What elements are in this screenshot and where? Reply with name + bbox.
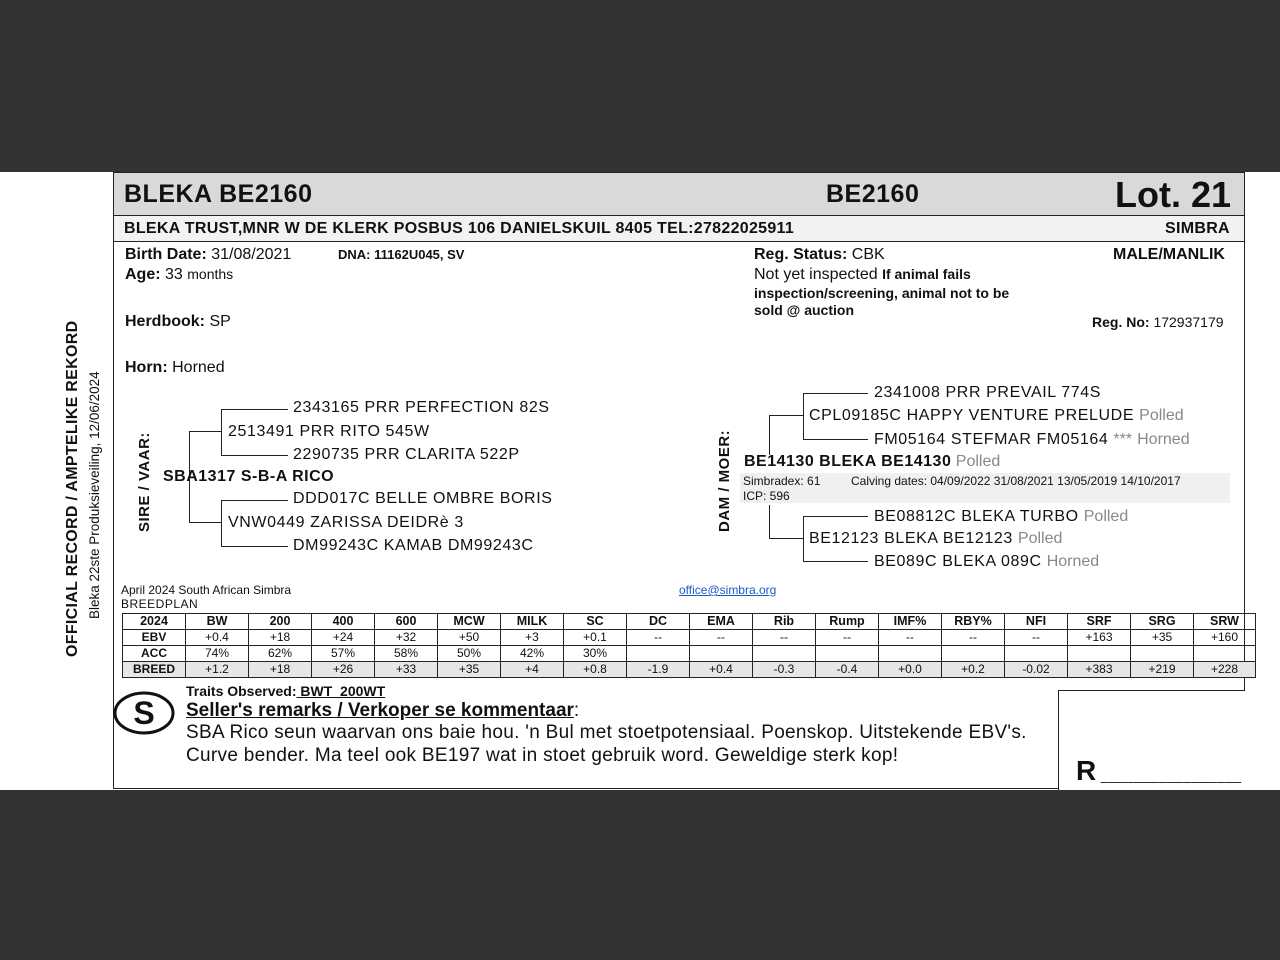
ebv-cell: +35 [1131, 630, 1194, 646]
ebv-cell: -1.9 [627, 662, 690, 678]
ebv-cell: -- [816, 630, 879, 646]
dam-dam-top [803, 516, 868, 517]
reg-status-label: Reg. Status: [754, 246, 848, 263]
dam-label: DAM / MOER: [716, 429, 733, 532]
dam-dam-horn: Polled [1017, 530, 1063, 547]
dam-dam-dam [874, 553, 1099, 571]
dam-dam-dam-name: BE089C BLEKA 089C [874, 553, 1042, 570]
ebv-cell: BW [186, 614, 249, 630]
price-blank: _________________ [1100, 767, 1242, 783]
ebv-cell: -0.02 [1005, 662, 1068, 678]
ebv-cell [627, 646, 690, 662]
ebv-cell: +0.1 [564, 630, 627, 646]
sire-bracket-bottom [189, 522, 221, 523]
sire-dam: VNW0449 ZARISSA DEIDRè 3 [228, 514, 464, 531]
remarks-title-text: Seller's remarks / Verkoper se kommentaar [186, 700, 574, 721]
ebv-cell [1068, 646, 1131, 662]
remarks-title [186, 700, 579, 722]
sire-bracket-top [189, 431, 221, 432]
birth-date-label: Birth Date: [125, 246, 207, 263]
sire-dam-top [221, 500, 288, 501]
ebv-header-row [123, 614, 1256, 630]
traits-observed [186, 683, 385, 699]
traits-label: Traits Observed: [186, 683, 297, 699]
sire-label: SIRE / VAAR: [136, 432, 153, 532]
dam-sire-top [803, 393, 868, 394]
ebv-cell [879, 646, 942, 662]
price-entry[interactable] [1076, 755, 1242, 787]
ebv-cell: +50 [438, 630, 501, 646]
ebv-row-acc [123, 646, 1256, 662]
price-currency: R [1076, 755, 1097, 786]
ebv-cell [1131, 646, 1194, 662]
ebv-cell: +24 [312, 630, 375, 646]
dam-sire-bottom [803, 439, 868, 440]
ebv-cell: +18 [249, 662, 312, 678]
ebv-cell: +35 [438, 662, 501, 678]
horn-status [125, 359, 225, 377]
ebv-cell: ACC [123, 646, 186, 662]
lot-number: Lot. 21 [1115, 174, 1232, 215]
dam-name-horn: Polled [955, 453, 1001, 470]
ebv-cell: SRF [1068, 614, 1131, 630]
herdbook [125, 313, 231, 331]
ebv-cell: MCW [438, 614, 501, 630]
dam-dam-dam-horn: Horned [1046, 553, 1100, 570]
simbra-logo-icon [112, 688, 176, 738]
animal-name: BLEKA BE2160 [124, 180, 313, 208]
age-label: Age: [125, 266, 161, 283]
ebv-cell: NFI [1005, 614, 1068, 630]
ebv-row-ebv [123, 630, 1256, 646]
dam-sire-dam-stars: *** [1113, 431, 1133, 448]
age-value: 33 [165, 266, 183, 283]
ebv-cell: IMF% [879, 614, 942, 630]
dam-bracket-top [769, 415, 803, 416]
ebv-cell: 62% [249, 646, 312, 662]
remarks-line-2: Curve bender. Ma teel ook BE197 wat in stoet gebruik word. Geweldige sterk kop! [186, 745, 899, 766]
breed-label: SIMBRA [1165, 220, 1230, 237]
sire-sire-bottom [221, 455, 288, 456]
ebv-cell: +33 [375, 662, 438, 678]
ebv-cell: 57% [312, 646, 375, 662]
sire-dam-bottom [221, 546, 288, 547]
sire-sire-sire: 2343165 PRR PERFECTION 82S [293, 399, 550, 416]
dam-sire-dam-name: FM05164 STEFMAR FM05164 [874, 431, 1109, 448]
reg-number [1092, 314, 1224, 330]
inspection-note-1: If animal fails [882, 266, 971, 282]
inspection-note-2: inspection/screening, animal not to be [754, 285, 1010, 301]
remarks-colon: : [573, 700, 580, 721]
ebv-cell: +18 [249, 630, 312, 646]
reg-number-value: 172937179 [1153, 314, 1224, 330]
dam-simbradex: Simbradex: 61 [743, 474, 821, 488]
inspection-status-text: Not yet inspected [754, 266, 878, 283]
ebv-cell: +0.8 [564, 662, 627, 678]
dam-sire-sire: 2341008 PRR PREVAIL 774S [874, 384, 1101, 401]
ebv-cell: SC [564, 614, 627, 630]
ebv-cell: +160 [1194, 630, 1256, 646]
animal-id: BE2160 [826, 180, 920, 208]
ebv-cell: 30% [564, 646, 627, 662]
evaluation-label: April 2024 South African Simbra [121, 583, 292, 597]
herdbook-value: SP [209, 313, 231, 330]
ebv-cell: +0.4 [690, 662, 753, 678]
inspection-status [754, 266, 971, 284]
sire-name: SBA1317 S-B-A RICO [163, 468, 335, 485]
ebv-cell: -- [690, 630, 753, 646]
age-unit: months [187, 266, 234, 282]
sire-sire-top [221, 409, 288, 410]
herdbook-label: Herdbook: [125, 313, 205, 330]
horn-label: Horn: [125, 359, 168, 376]
dam-calving-dates: Calving dates: 04/09/2022 31/08/2021 13/05/2019 14/10/2017 [851, 474, 1181, 488]
traits-value: BWT 200WT [296, 683, 386, 699]
birth-date-value: 31/08/2021 [211, 246, 292, 263]
ebv-cell: 400 [312, 614, 375, 630]
dam-sire [809, 407, 1184, 425]
ebv-cell: RBY% [942, 614, 1005, 630]
ebv-cell [690, 646, 753, 662]
reg-status [754, 246, 885, 264]
ebv-cell: +26 [312, 662, 375, 678]
ebv-cell: +32 [375, 630, 438, 646]
dam-name-text: BE14130 BLEKA BE14130 [744, 453, 952, 470]
ebv-cell: Rump [816, 614, 879, 630]
dam-name [744, 453, 1000, 471]
ebv-cell: -0.4 [816, 662, 879, 678]
email-link[interactable]: office@simbra.org [679, 583, 777, 597]
ebv-cell: +0.4 [186, 630, 249, 646]
sire-dam-vertical [221, 500, 222, 547]
ebv-cell: 2024 [123, 614, 186, 630]
dna-info: DNA: 11162U045, SV [338, 247, 465, 262]
ebv-cell [1194, 646, 1256, 662]
ebv-cell: +3 [501, 630, 564, 646]
ebv-cell: -- [942, 630, 1005, 646]
owner-info: BLEKA TRUST,MNR W DE KLERK POSBUS 106 DANIELSKUIL 8405 TEL:27822025911 [124, 220, 795, 237]
sale-name-label: Bleka 22ste Produksieveiling, 12/06/2024 [87, 371, 102, 619]
dam-bracket-bottom-vertical [769, 505, 770, 539]
ebv-cell [816, 646, 879, 662]
sire-dam-sire: DDD017C BELLE OMBRE BORIS [293, 490, 553, 507]
dam-bracket-bottom [769, 538, 803, 539]
dam-dam-sire-horn: Polled [1083, 508, 1129, 525]
ebv-cell: 58% [375, 646, 438, 662]
ebv-cell [753, 646, 816, 662]
dam-icp: ICP: 596 [743, 489, 790, 503]
reg-number-label: Reg. No: [1092, 314, 1150, 330]
inspection-note-3: sold @ auction [754, 302, 854, 318]
dam-sire-name: CPL09185C HAPPY VENTURE PRELUDE [809, 407, 1135, 424]
ebv-cell [1005, 646, 1068, 662]
ebv-row-breed [123, 662, 1256, 678]
ebv-cell: +219 [1131, 662, 1194, 678]
ebv-cell: 42% [501, 646, 564, 662]
ebv-cell: Rib [753, 614, 816, 630]
ebv-cell: 74% [186, 646, 249, 662]
ebv-cell: -- [753, 630, 816, 646]
ebv-cell [942, 646, 1005, 662]
ebv-cell: -- [627, 630, 690, 646]
reg-status-value: CBK [851, 246, 885, 263]
ebv-cell: +1.2 [186, 662, 249, 678]
ebv-cell: DC [627, 614, 690, 630]
ebv-cell: SRW [1194, 614, 1256, 630]
ebv-cell: -0.3 [753, 662, 816, 678]
dam-dam-sire [874, 508, 1128, 526]
sex-label: MALE/MANLIK [1113, 246, 1225, 263]
sire-sire-vertical [221, 409, 222, 456]
ebv-cell: +0.2 [942, 662, 1005, 678]
ebv-cell: 200 [249, 614, 312, 630]
ebv-cell: MILK [501, 614, 564, 630]
official-record-label: OFFICIAL RECORD / AMPTELIKE REKORD [64, 320, 81, 657]
sire-sire: 2513491 PRR RITO 545W [228, 423, 430, 440]
dam-bracket-top-vertical [769, 415, 770, 455]
ebv-cell: EMA [690, 614, 753, 630]
ebv-cell: SRG [1131, 614, 1194, 630]
sire-dam-dam: DM99243C KAMAB DM99243C [293, 537, 534, 554]
dam-dam [809, 530, 1062, 548]
ebv-cell: +0.0 [879, 662, 942, 678]
ebv-cell: -- [879, 630, 942, 646]
dam-sire-dam [874, 431, 1190, 449]
horn-value: Horned [172, 359, 225, 376]
birth-date [125, 246, 291, 264]
ebv-cell: -- [1005, 630, 1068, 646]
logo-letter: S [133, 695, 155, 731]
dam-dam-bottom [803, 561, 868, 562]
breedplan-label: BREEDPLAN [121, 597, 199, 611]
dam-dam-vertical [803, 516, 804, 562]
ebv-cell: 50% [438, 646, 501, 662]
ebv-cell: +163 [1068, 630, 1131, 646]
dam-dam-name: BE12123 BLEKA BE12123 [809, 530, 1013, 547]
sire-sire-dam: 2290735 PRR CLARITA 522P [293, 446, 520, 463]
ebv-cell: +228 [1194, 662, 1256, 678]
ebv-cell: BREED [123, 662, 186, 678]
dam-sire-horn: Polled [1139, 407, 1184, 424]
dam-sire-dam-horn: Horned [1137, 431, 1190, 448]
ebv-cell: +383 [1068, 662, 1131, 678]
ebv-table [122, 613, 1256, 678]
dam-dam-sire-name: BE08812C BLEKA TURBO [874, 508, 1079, 525]
ebv-cell: 600 [375, 614, 438, 630]
dam-sire-vertical [803, 393, 804, 440]
ebv-cell: +4 [501, 662, 564, 678]
remarks-line-1: SBA Rico seun waarvan ons baie hou. 'n Bul met stoetpotensiaal. Poenskop. Uitstekende EBV's. [186, 722, 1027, 743]
ebv-cell: EBV [123, 630, 186, 646]
age [125, 266, 233, 284]
